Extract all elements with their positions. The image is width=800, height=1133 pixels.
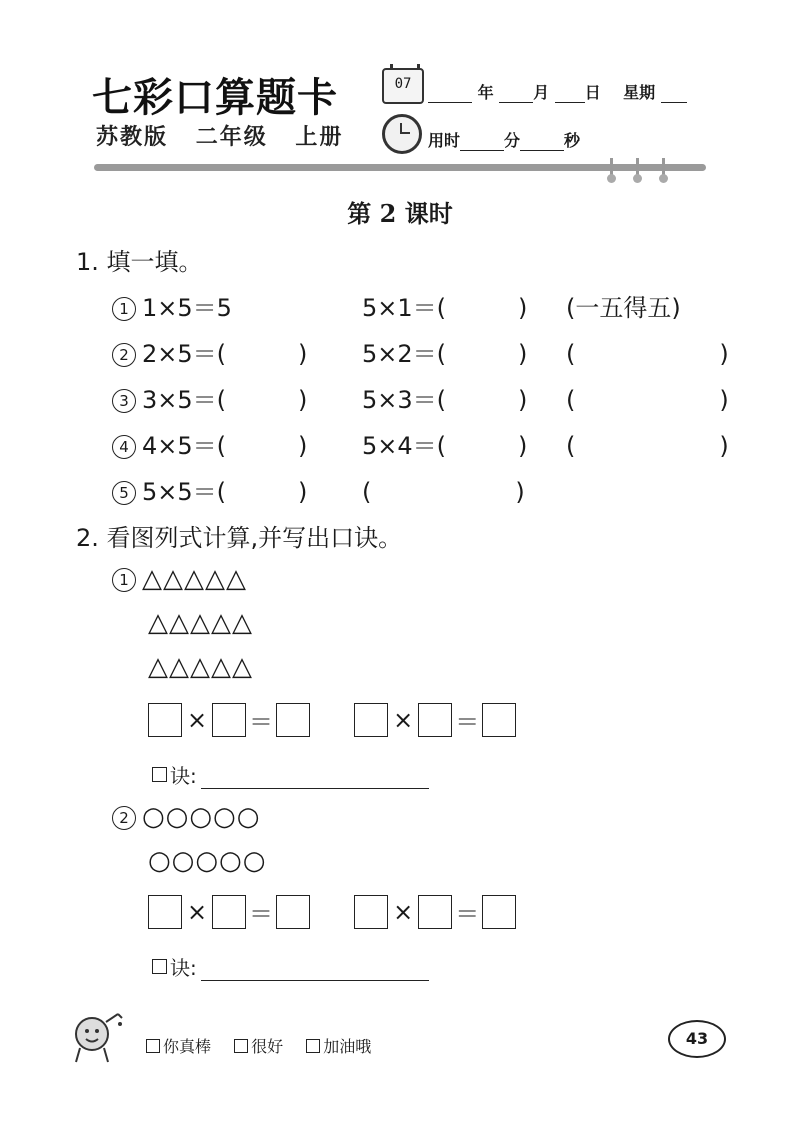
binder-pin bbox=[662, 158, 665, 180]
month-label: 月 bbox=[533, 83, 550, 102]
circle-row: ○○○○○ bbox=[142, 802, 261, 832]
grade: 二年级 bbox=[195, 125, 268, 150]
times-sign: × bbox=[186, 705, 208, 734]
rating-option[interactable] bbox=[146, 1037, 211, 1056]
item-number: 2 bbox=[112, 806, 136, 830]
day-label: 日 bbox=[584, 83, 601, 102]
rhyme-slot[interactable]: ( ) bbox=[566, 432, 729, 460]
time-label: 用时 bbox=[428, 131, 461, 150]
rhyme-line bbox=[152, 952, 429, 981]
volume: 上册 bbox=[295, 125, 344, 150]
brand-title: 七彩口算题卡 bbox=[92, 74, 338, 121]
rating-label: 很好 bbox=[251, 1037, 284, 1056]
answer-box[interactable] bbox=[482, 895, 516, 929]
kou-label: 诀: bbox=[170, 956, 197, 980]
checkbox[interactable] bbox=[146, 1039, 160, 1053]
exercise-row bbox=[112, 288, 232, 323]
exercise-row bbox=[112, 472, 307, 507]
calendar-day: 07 bbox=[394, 76, 412, 92]
exercise-row bbox=[112, 334, 307, 369]
weekday-label: 星期 bbox=[623, 83, 656, 102]
day-blank[interactable] bbox=[555, 86, 585, 103]
checkbox[interactable] bbox=[306, 1039, 320, 1053]
item-number: 5 bbox=[112, 481, 136, 505]
rhyme-answer-line[interactable] bbox=[201, 962, 429, 981]
item-number: 2 bbox=[112, 343, 136, 367]
clock-icon bbox=[382, 114, 422, 154]
equals-sign: ＝ bbox=[455, 708, 480, 736]
date-line bbox=[428, 80, 687, 103]
rhyme-slot[interactable]: ( ) bbox=[566, 386, 729, 414]
rhyme-slot: (一五得五) bbox=[566, 294, 681, 322]
item-number: 1 bbox=[112, 568, 136, 592]
section1-title: 1. 填一填。 bbox=[76, 248, 203, 276]
rhyme-slot[interactable]: ( ) bbox=[566, 340, 729, 368]
times-sign: × bbox=[393, 705, 414, 734]
equals-sign: ＝ bbox=[455, 900, 480, 928]
equation-boxes bbox=[148, 702, 516, 737]
seconds-label: 秒 bbox=[564, 131, 581, 150]
equation-left[interactable]: 4×5＝( ) bbox=[142, 432, 308, 460]
kou-square-glyph bbox=[152, 959, 167, 974]
answer-box[interactable] bbox=[148, 703, 182, 737]
mascot-icon bbox=[68, 1008, 128, 1066]
picture-problem bbox=[112, 802, 260, 832]
minutes-label: 分 bbox=[504, 131, 521, 150]
triangle-row: △△△△△ bbox=[148, 608, 253, 638]
answer-box[interactable] bbox=[212, 703, 246, 737]
month-blank[interactable] bbox=[499, 86, 533, 103]
equation-left: 1×5＝5 bbox=[142, 294, 232, 322]
rhyme-line bbox=[152, 760, 429, 789]
binder-pin bbox=[636, 158, 639, 180]
answer-box[interactable] bbox=[276, 703, 310, 737]
year-label: 年 bbox=[477, 83, 494, 102]
calendar-icon bbox=[382, 68, 424, 104]
answer-box[interactable] bbox=[354, 703, 388, 737]
equation-boxes bbox=[148, 894, 516, 929]
time-line bbox=[428, 128, 580, 151]
circle-row: ○○○○○ bbox=[148, 846, 267, 876]
equation-left[interactable]: 5×5＝( ) bbox=[142, 478, 308, 506]
rating-label: 加油哦 bbox=[323, 1037, 372, 1056]
lesson-title: 第 2 课时 bbox=[347, 199, 453, 228]
answer-box[interactable] bbox=[418, 703, 452, 737]
answer-box[interactable] bbox=[482, 703, 516, 737]
exercise-row bbox=[112, 380, 307, 415]
item-number: 3 bbox=[112, 389, 136, 413]
edition: 苏教版 bbox=[96, 125, 169, 150]
equation-left[interactable]: 2×5＝( ) bbox=[142, 340, 308, 368]
page-number: 43 bbox=[668, 1020, 726, 1058]
minutes-blank[interactable] bbox=[460, 134, 504, 151]
rating-label: 你真棒 bbox=[163, 1037, 212, 1056]
equation-mid[interactable]: 5×1＝( ) bbox=[362, 294, 528, 322]
weekday-blank[interactable] bbox=[661, 86, 687, 103]
equation-left[interactable]: 3×5＝( ) bbox=[142, 386, 308, 414]
equation-mid[interactable]: 5×3＝( ) bbox=[362, 386, 528, 414]
triangle-row: △△△△△ bbox=[142, 564, 247, 594]
brand-subtitle bbox=[96, 120, 361, 151]
header-divider bbox=[94, 164, 706, 171]
item-number: 1 bbox=[112, 297, 136, 321]
kou-square-glyph bbox=[152, 767, 167, 782]
answer-box[interactable] bbox=[276, 895, 310, 929]
triangle-row: △△△△△ bbox=[148, 652, 253, 682]
equation-mid[interactable]: 5×4＝( ) bbox=[362, 432, 528, 460]
rhyme-answer-line[interactable] bbox=[201, 770, 429, 789]
rhyme-slot[interactable]: ( ) bbox=[362, 478, 525, 506]
kou-label: 诀: bbox=[170, 764, 197, 788]
seconds-blank[interactable] bbox=[520, 134, 564, 151]
self-rating bbox=[146, 1034, 389, 1057]
picture-problem bbox=[112, 564, 247, 594]
answer-box[interactable] bbox=[354, 895, 388, 929]
answer-box[interactable] bbox=[212, 895, 246, 929]
rating-option[interactable] bbox=[306, 1037, 371, 1056]
equation-mid[interactable]: 5×2＝( ) bbox=[362, 340, 528, 368]
answer-box[interactable] bbox=[148, 895, 182, 929]
checkbox[interactable] bbox=[234, 1039, 248, 1053]
year-blank[interactable] bbox=[428, 86, 472, 103]
times-sign: × bbox=[186, 897, 208, 926]
answer-box[interactable] bbox=[418, 895, 452, 929]
exercise-row bbox=[112, 426, 307, 461]
item-number: 4 bbox=[112, 435, 136, 459]
times-sign: × bbox=[393, 897, 414, 926]
binder-pin bbox=[610, 158, 613, 180]
rating-option[interactable] bbox=[234, 1037, 283, 1056]
equals-sign: ＝ bbox=[249, 900, 273, 928]
section2-title: 2. 看图列式计算,并写出口诀。 bbox=[76, 524, 403, 552]
equals-sign: ＝ bbox=[249, 708, 273, 736]
